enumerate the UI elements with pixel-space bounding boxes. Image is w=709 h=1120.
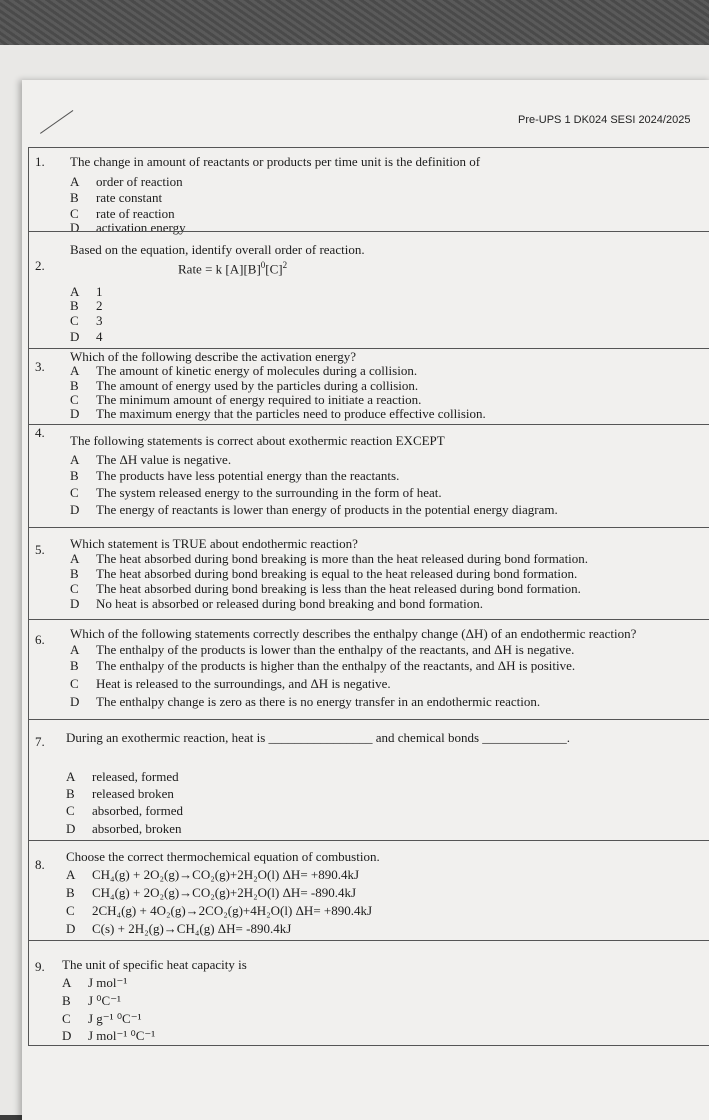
question-6: [28, 619, 709, 719]
rate-equation: Rate = k $[A][B]^0[C]^2$: [178, 260, 288, 277]
option-d[interactable]: D The energy of reactants is lower than energy of products in the potential energy diagram.: [70, 502, 558, 517]
option-d[interactable]: D J mol⁻¹ ⁰C⁻¹: [62, 1028, 156, 1043]
question-7: [28, 719, 709, 840]
question-3: [28, 348, 709, 424]
question-number: 7.: [35, 734, 45, 749]
option-c[interactable]: C absorbed, formed: [66, 803, 183, 818]
option-a[interactable]: A The enthalpy of the products is lower than the enthalpy of the reactants, and ΔH is negative.: [70, 642, 575, 657]
question-2: [28, 231, 709, 348]
question-stem: The change in amount of reactants or products per time unit is the definition of: [70, 154, 481, 169]
question-8: [28, 840, 709, 940]
option-a[interactable]: A CH₄(g) + 2O₂(g)→CO₂(g)+2H₂O(l) ΔH= +890.4kJ: [66, 867, 360, 882]
option-d[interactable]: D C(s) + 2H₂(g)→CH₄(g) ΔH= -890.4kJ: [66, 921, 292, 936]
question-number: 1.: [35, 154, 45, 169]
question-stem: Which of the following describe the activation energy?: [70, 349, 357, 364]
question-stem: Based on the equation, identify overall order of reaction.: [70, 242, 365, 257]
option-a[interactable]: A The ΔH value is negative.: [70, 452, 232, 467]
option-a[interactable]: A released, formed: [66, 769, 179, 784]
question-number: 4.: [35, 425, 45, 440]
question-stem: The unit of specific heat capacity is: [62, 957, 247, 972]
question-stem: The following statements is correct about exothermic reaction EXCEPT: [70, 433, 445, 448]
question-number: 8.: [35, 857, 45, 872]
question-9: [28, 940, 709, 1045]
answer-blank-2[interactable]: _____________.: [482, 730, 571, 745]
option-b[interactable]: B 2: [70, 298, 103, 313]
option-c[interactable]: C The minimum amount of energy required to initiate a reaction.: [70, 392, 422, 407]
option-c[interactable]: C The system released energy to the surrounding in the form of heat.: [70, 485, 442, 500]
option-b[interactable]: B CH₄(g) + 2O₂(g)→CO₂(g)+2H₂O(l) ΔH= -890.4kJ: [66, 885, 357, 900]
page-header: Pre-UPS 1 DK024 SESI 2024/2025: [518, 114, 691, 126]
option-d[interactable]: D No heat is absorbed or released during bond breaking and bond formation.: [70, 596, 484, 611]
question-number: 5.: [35, 542, 45, 557]
option-c[interactable]: C J g⁻¹ ⁰C⁻¹: [62, 1011, 142, 1026]
option-b[interactable]: B The enthalpy of the products is higher than the enthalpy of the reactants, and ΔH is positive.: [70, 658, 576, 673]
option-b[interactable]: B rate constant: [70, 190, 163, 205]
question-stem: Which of the following statements correctly describes the enthalpy change (ΔH) of an endothermic reaction?: [70, 626, 637, 641]
option-a[interactable]: A The amount of kinetic energy of molecules during a collision.: [70, 363, 418, 378]
option-c[interactable]: C The heat absorbed during bond breaking is less than the heat released during bond formation.: [70, 581, 581, 596]
question-stem: Choose the correct thermochemical equation of combustion.: [66, 849, 380, 864]
option-c[interactable]: C 3: [70, 313, 103, 328]
option-b[interactable]: B The heat absorbed during bond breaking is equal to the heat released during bond formation.: [70, 566, 578, 581]
question-number: 3.: [35, 359, 45, 374]
option-d[interactable]: D 4: [70, 329, 103, 344]
question-number: 6.: [35, 632, 45, 647]
option-a[interactable]: A order of reaction: [70, 174, 183, 189]
option-c[interactable]: C rate of reaction: [70, 206, 175, 221]
option-c[interactable]: C Heat is released to the surroundings, and ΔH is negative.: [70, 676, 391, 691]
question-number: 2.: [35, 258, 45, 273]
table-bottom-border: [28, 1045, 709, 1046]
option-b[interactable]: B J ⁰C⁻¹: [62, 993, 121, 1008]
option-c[interactable]: C 2CH₄(g) + 4O₂(g)→2CO₂(g)+4H₂O(l) ΔH= +890.4kJ: [66, 903, 373, 918]
question-number: 9.: [35, 959, 45, 974]
option-d[interactable]: D The enthalpy change is zero as there is no energy transfer in an endothermic reaction.: [70, 694, 541, 709]
option-d[interactable]: D The maximum energy that the particles need to produce effective collision.: [70, 406, 486, 421]
option-b[interactable]: B released broken: [66, 786, 174, 801]
option-d[interactable]: D absorbed, broken: [66, 821, 182, 836]
question-stem: Which statement is TRUE about endothermic reaction?: [70, 536, 358, 551]
option-a[interactable]: A The heat absorbed during bond breaking is more than the heat released during bond formation.: [70, 551, 589, 566]
option-a[interactable]: A J mol⁻¹: [62, 975, 128, 990]
option-a[interactable]: A 1: [70, 284, 103, 299]
question-stem: During an exothermic reaction, heat is ________________ and chemical bonds _____________.: [66, 730, 571, 745]
option-b[interactable]: B The products have less potential energy than the reactants.: [70, 468, 400, 483]
question-1: [28, 147, 709, 235]
answer-blank-1[interactable]: ________________: [268, 730, 373, 745]
question-5: [28, 527, 709, 619]
option-d[interactable]: D activation energy: [70, 220, 186, 235]
question-4: [28, 424, 709, 527]
option-b[interactable]: B The amount of energy used by the particles during a collision.: [70, 378, 419, 393]
